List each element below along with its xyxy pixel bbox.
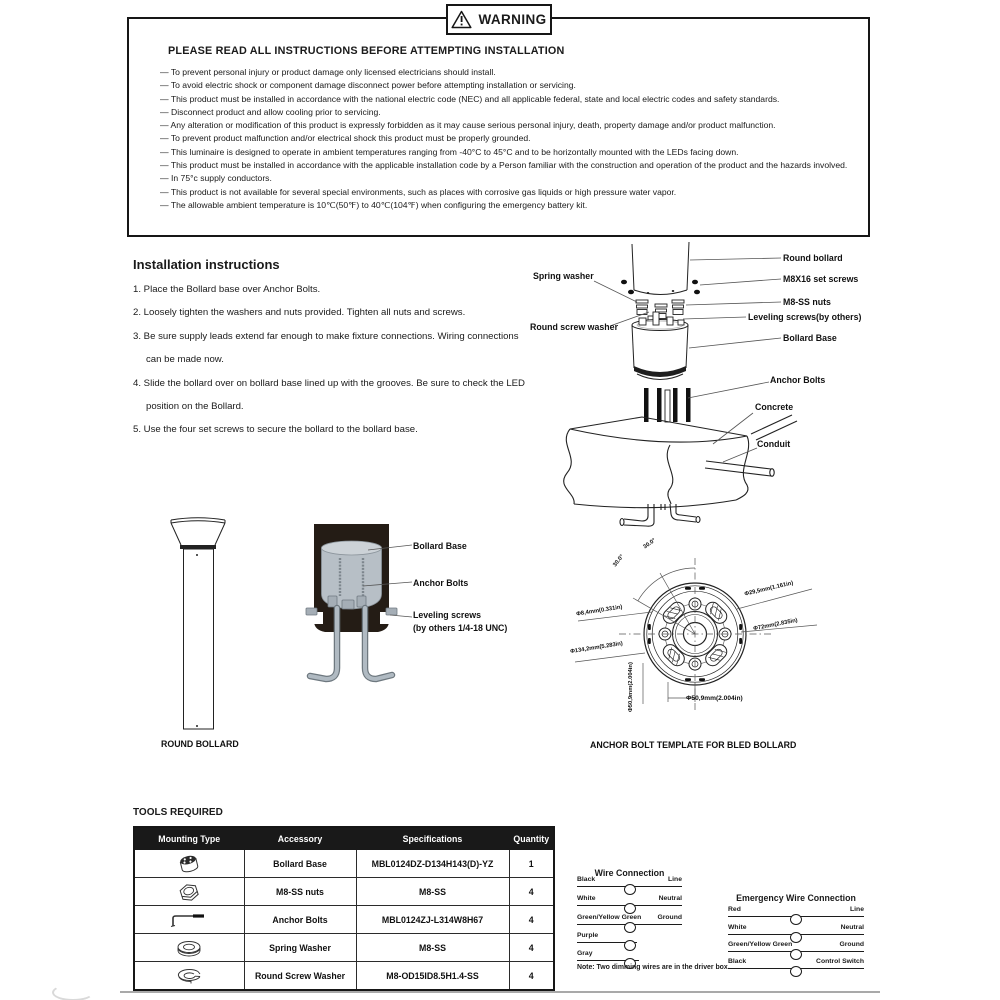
warning-bullet: — This product is not available for several special environments, such as places with corrosive gas liquids or high pressure water vapor. (160, 186, 677, 197)
installation-step: 4. Slide the bollard over on bollard base lined up with the grooves. Be sure to check the LED position on the Bollard. (133, 377, 525, 413)
wire-row: Green/Yellow Green Ground (728, 939, 864, 957)
dim-angle-right: 30.0° (642, 537, 658, 551)
base-label-leveling-2: (by others 1/4-18 UNC) (413, 623, 508, 633)
spring-washer-icon (171, 936, 207, 960)
warning-bullet: — In 75°c supply conductors. (160, 173, 272, 184)
wire-row: Gray (577, 948, 682, 966)
label-nuts: M8-SS nuts (783, 297, 831, 307)
label-set-screws: M8X16 set screws (783, 274, 859, 284)
base-label-leveling-1: Leveling screws (413, 610, 481, 620)
dim-slot-diameter: Φ29,5mm(1.161in) (743, 580, 794, 598)
warning-bullet: — Any alteration or modification of this product is expressly forbidden as it may cause serious personal injury, death, property damage and/or product malfunction. (160, 120, 776, 131)
label-conduit: Conduit (757, 439, 791, 449)
col-quantity: Quantity (509, 827, 554, 850)
wire-connection-diagram (577, 868, 730, 978)
wire-row: Black Control Switch (728, 956, 864, 974)
template-caption: ANCHOR BOLT TEMPLATE FOR BLED BOLLARD (590, 740, 797, 750)
base-label-anchor-bolts: Anchor Bolts (413, 578, 469, 588)
warning-bullet: — To avoid electric shock or component damage disconnect power before attempting installation or servicing. (160, 80, 576, 91)
base-label-bollard-base: Bollard Base (413, 541, 467, 551)
wire-row: White Neutral (728, 922, 864, 940)
label-concrete: Concrete (755, 402, 794, 412)
page-bottom-rule (120, 991, 880, 993)
col-mounting-type: Mounting Type (134, 827, 244, 850)
warning-badge-label: WARNING (478, 12, 547, 27)
tools-required-title: TOOLS REQUIRED (133, 807, 223, 818)
dim-angle-left: 30.0° (612, 553, 626, 569)
round-bollard-caption: ROUND BOLLARD (161, 739, 239, 749)
table-row: Spring Washer M8-SS 4 (134, 934, 554, 962)
bollard-base-3d-figure (300, 518, 415, 740)
label-bollard-base: Bollard Base (783, 333, 837, 343)
wire-row: Black Line (577, 874, 682, 892)
bollard-base-icon (171, 852, 207, 876)
wire-row: Red Line (728, 904, 864, 922)
table-row: Anchor Bolts MBL0124ZJ-L314W8H67 4 (134, 906, 554, 934)
tools-table (133, 826, 555, 991)
wire-nut-icon (790, 966, 802, 977)
col-accessory: Accessory (244, 827, 356, 850)
wire-connection-title: Wire Connection (594, 868, 665, 878)
warning-bullet-list (160, 66, 865, 212)
label-leveling-screws: Leveling screws(by others) (748, 312, 862, 322)
installation-title: Installation instructions (133, 257, 280, 272)
warning-heading: PLEASE READ ALL INSTRUCTIONS BEFORE ATTEMPTING INSTALLATION (168, 45, 565, 57)
dim-outer-diameter: Φ134,2mm(5.283in) (569, 640, 624, 656)
dim-hole-diameter: Φ8,4mm(0.331in) (575, 604, 623, 618)
installation-steps (133, 278, 529, 442)
warning-triangle-icon (451, 10, 472, 29)
warning-bullet: — This luminaire is designed to operate in ambient temperatures ranging from -40°C to 45°C and to be horizontally mounted with the LEDs facing down. (160, 146, 739, 157)
warning-bullet: — This product must be installed in accordance with the national electric code (NEC) and all applicable federal, state and local electric codes and safety standards. (160, 93, 780, 104)
col-specifications: Specifications (356, 827, 509, 850)
hex-nut-icon (171, 880, 207, 904)
dim-left-diameter: Φ50,9mm(2.004in) (628, 662, 634, 712)
table-row: Bollard Base MBL0124DZ-D134H143(D)-YZ 1 (134, 850, 554, 878)
label-round-screw-washer: Round screw washer (530, 322, 618, 332)
installation-step: 3. Be sure supply leads extend far enough to make fixture connections. Wiring connections can be made now. (133, 330, 519, 366)
wire-connection-note: Note: Two dimming wires are in the driver box. (577, 964, 730, 971)
label-spring-washer: Spring washer (533, 271, 594, 281)
wire-row: Purple (577, 930, 682, 948)
warning-bullet: — Disconnect product and allow cooling prior to servicing. (160, 106, 381, 117)
dim-bottom-diameter: Φ50,9mm(2.004in) (686, 695, 743, 702)
warning-bullet: — The allowable ambient temperature is 10℃(50℉) to 40℃(104℉) when configuring the emergency battery kit. (160, 199, 588, 210)
wire-row: White Neutral (577, 893, 682, 911)
warning-bullet: — To prevent product malfunction and/or electrical shock this product must be properly grounded. (160, 133, 531, 144)
emergency-wire-connection-title: Emergency Wire Connection (736, 893, 856, 903)
round-screw-washer-icon (171, 964, 207, 988)
warning-bullet: — This product must be installed in accordance with the applicable installation code by a Person familiar with the construction and operation of the product and the hazards involved. (160, 160, 848, 171)
scan-artifact (52, 984, 94, 1000)
emergency-wire-connection-diagram (728, 893, 864, 983)
warning-badge (446, 4, 552, 35)
installation-step: 1. Place the Bollard base over Anchor Bolts. (133, 284, 321, 295)
round-bollard-drawing (155, 512, 265, 740)
installation-step: 2. Loosely tighten the washers and nuts provided. Tighten all nuts and screws. (133, 307, 466, 319)
warning-bullet: — To prevent personal injury or product damage only licensed electricians should install. (160, 67, 496, 77)
table-header-row (134, 827, 554, 850)
wire-row: Green/Yellow Green Ground (577, 912, 682, 930)
dim-bolt-circle-diameter: Φ72mm(2.835in) (752, 617, 799, 633)
label-round-bollard: Round bollard (783, 253, 843, 263)
table-row: M8-SS nuts M8-SS 4 (134, 878, 554, 906)
anchor-bolt-icon (169, 908, 209, 932)
installation-step: 5. Use the four set screws to secure the bollard to the bollard base. (133, 424, 418, 436)
label-anchor-bolts: Anchor Bolts (770, 375, 826, 385)
table-row: Round Screw Washer M8-OD15ID8.5H1.4-SS 4 (134, 962, 554, 991)
